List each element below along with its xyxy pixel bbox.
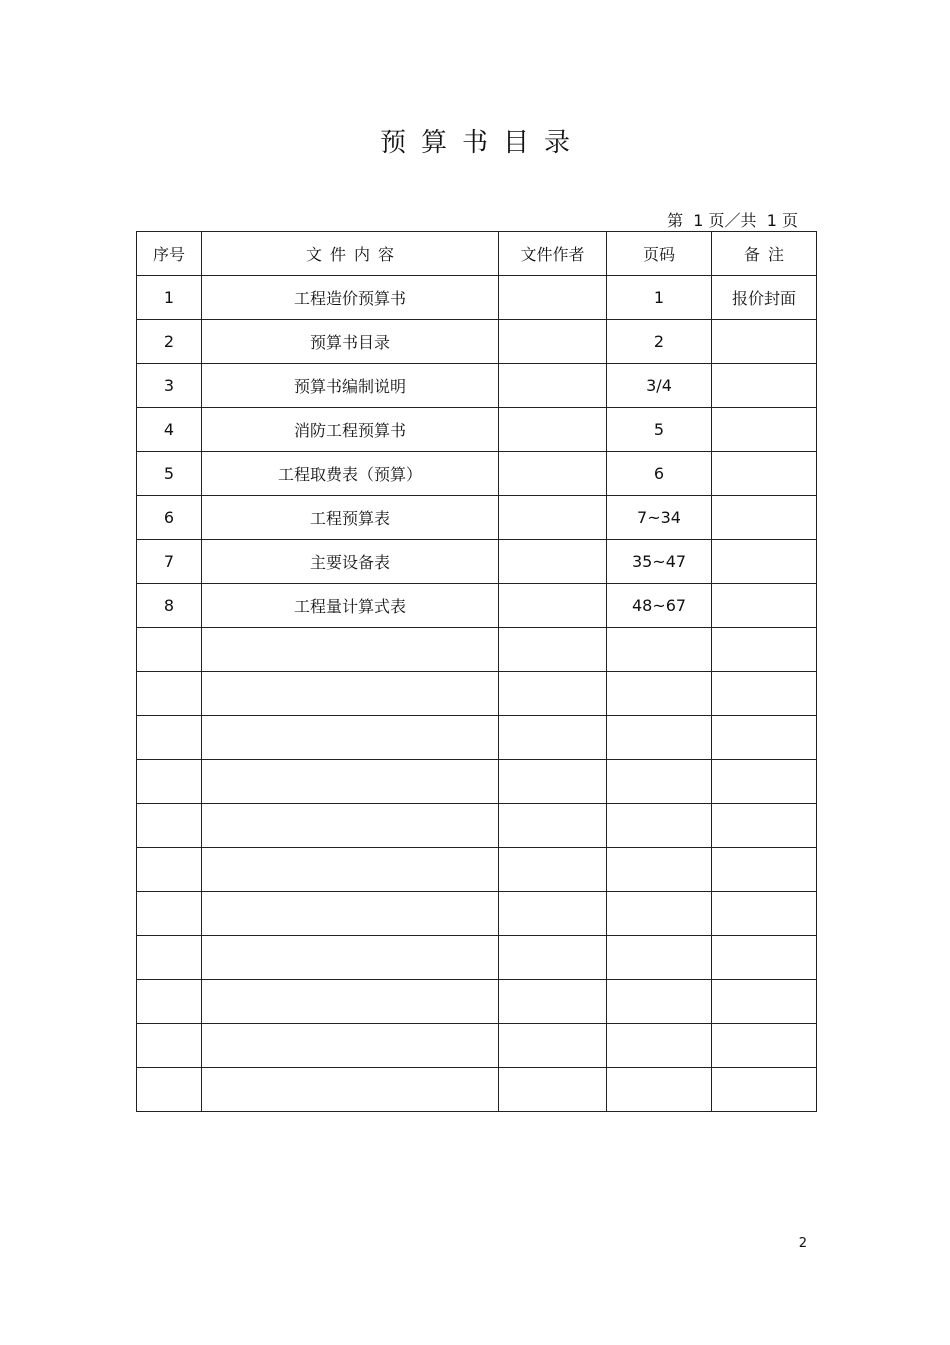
cell-index (137, 672, 202, 716)
table-row (137, 716, 817, 760)
cell-author (499, 848, 607, 892)
cell-remarks (712, 628, 817, 672)
cell-content: 工程造价预算书 (202, 276, 499, 320)
header-remarks: 备注 (712, 232, 817, 276)
table-row (137, 980, 817, 1024)
table-row (137, 364, 817, 408)
footer-page-number: 2 (798, 1236, 807, 1251)
cell-content (202, 760, 499, 804)
cell-remarks (712, 320, 817, 364)
cell-author (499, 628, 607, 672)
cell-remarks (712, 540, 817, 584)
cell-author (499, 672, 607, 716)
cell-page: 2 (607, 320, 712, 364)
cell-page (607, 672, 712, 716)
cell-index (137, 892, 202, 936)
cell-content (202, 936, 499, 980)
cell-content: 消防工程预算书 (202, 408, 499, 452)
cell-remarks (712, 364, 817, 408)
cell-remarks (712, 1024, 817, 1068)
table-row (137, 672, 817, 716)
cell-page (607, 936, 712, 980)
table-row (137, 276, 817, 320)
cell-content (202, 628, 499, 672)
header-page: 页码 (607, 232, 712, 276)
cell-author (499, 408, 607, 452)
cell-index (137, 1068, 202, 1112)
page-indicator: 第 1 页／共 1 页 (667, 211, 798, 230)
cell-page (607, 804, 712, 848)
cell-index: 3 (137, 364, 202, 408)
table-row (137, 320, 817, 364)
cell-author (499, 892, 607, 936)
table-row (137, 496, 817, 540)
cell-author (499, 804, 607, 848)
header-content: 文件内容 (202, 232, 499, 276)
table-row (137, 584, 817, 628)
cell-page (607, 848, 712, 892)
cell-index (137, 848, 202, 892)
table-row (137, 936, 817, 980)
cell-remarks (712, 584, 817, 628)
table-row (137, 1024, 817, 1068)
cell-content: 预算书编制说明 (202, 364, 499, 408)
cell-page: 3/4 (607, 364, 712, 408)
cell-author (499, 980, 607, 1024)
header-index: 序号 (137, 232, 202, 276)
cell-remarks (712, 804, 817, 848)
cell-author (499, 320, 607, 364)
cell-author (499, 276, 607, 320)
cell-remarks (712, 848, 817, 892)
cell-remarks: 报价封面 (712, 276, 817, 320)
cell-author (499, 496, 607, 540)
cell-page: 5 (607, 408, 712, 452)
cell-content: 预算书目录 (202, 320, 499, 364)
cell-remarks (712, 716, 817, 760)
cell-page: 7~34 (607, 496, 712, 540)
cell-index (137, 980, 202, 1024)
cell-author (499, 452, 607, 496)
cell-author (499, 584, 607, 628)
cell-index: 1 (137, 276, 202, 320)
cell-author (499, 760, 607, 804)
cell-remarks (712, 1068, 817, 1112)
table-row (137, 760, 817, 804)
cell-content: 工程预算表 (202, 496, 499, 540)
cell-page: 1 (607, 276, 712, 320)
cell-index: 7 (137, 540, 202, 584)
cell-content (202, 804, 499, 848)
cell-remarks (712, 936, 817, 980)
table-row (137, 452, 817, 496)
cell-page (607, 1068, 712, 1112)
cell-content: 工程取费表（预算） (202, 452, 499, 496)
cell-index: 5 (137, 452, 202, 496)
cell-author (499, 1068, 607, 1112)
cell-index: 6 (137, 496, 202, 540)
cell-page (607, 628, 712, 672)
cell-author (499, 716, 607, 760)
cell-index (137, 936, 202, 980)
cell-index (137, 1024, 202, 1068)
table-row (137, 804, 817, 848)
table-row (137, 1068, 817, 1112)
cell-remarks (712, 452, 817, 496)
cell-content: 主要设备表 (202, 540, 499, 584)
cell-page: 48~67 (607, 584, 712, 628)
cell-index (137, 628, 202, 672)
cell-author (499, 936, 607, 980)
cell-index: 2 (137, 320, 202, 364)
cell-index: 8 (137, 584, 202, 628)
cell-content (202, 848, 499, 892)
cell-index (137, 716, 202, 760)
cell-page (607, 1024, 712, 1068)
cell-page (607, 716, 712, 760)
cell-content (202, 1024, 499, 1068)
cell-remarks (712, 892, 817, 936)
cell-page (607, 760, 712, 804)
table-row (137, 408, 817, 452)
cell-content: 工程量计算式表 (202, 584, 499, 628)
cell-content (202, 1068, 499, 1112)
table-row (137, 540, 817, 584)
table-row (137, 848, 817, 892)
cell-author (499, 1024, 607, 1068)
cell-content (202, 980, 499, 1024)
header-author: 文件作者 (499, 232, 607, 276)
cell-remarks (712, 408, 817, 452)
cell-page: 35~47 (607, 540, 712, 584)
cell-content (202, 892, 499, 936)
contents-table (136, 231, 817, 1112)
cell-index: 4 (137, 408, 202, 452)
cell-author (499, 540, 607, 584)
cell-page (607, 892, 712, 936)
table-header-row (137, 232, 817, 276)
cell-content (202, 716, 499, 760)
cell-content (202, 672, 499, 716)
cell-remarks (712, 496, 817, 540)
cell-remarks (712, 760, 817, 804)
cell-index (137, 804, 202, 848)
cell-remarks (712, 980, 817, 1024)
cell-page (607, 980, 712, 1024)
document-title: 预算书目录 (379, 128, 585, 158)
table-row (137, 628, 817, 672)
cell-index (137, 760, 202, 804)
cell-page: 6 (607, 452, 712, 496)
cell-author (499, 364, 607, 408)
cell-remarks (712, 672, 817, 716)
table-body (137, 276, 817, 1112)
table-row (137, 892, 817, 936)
